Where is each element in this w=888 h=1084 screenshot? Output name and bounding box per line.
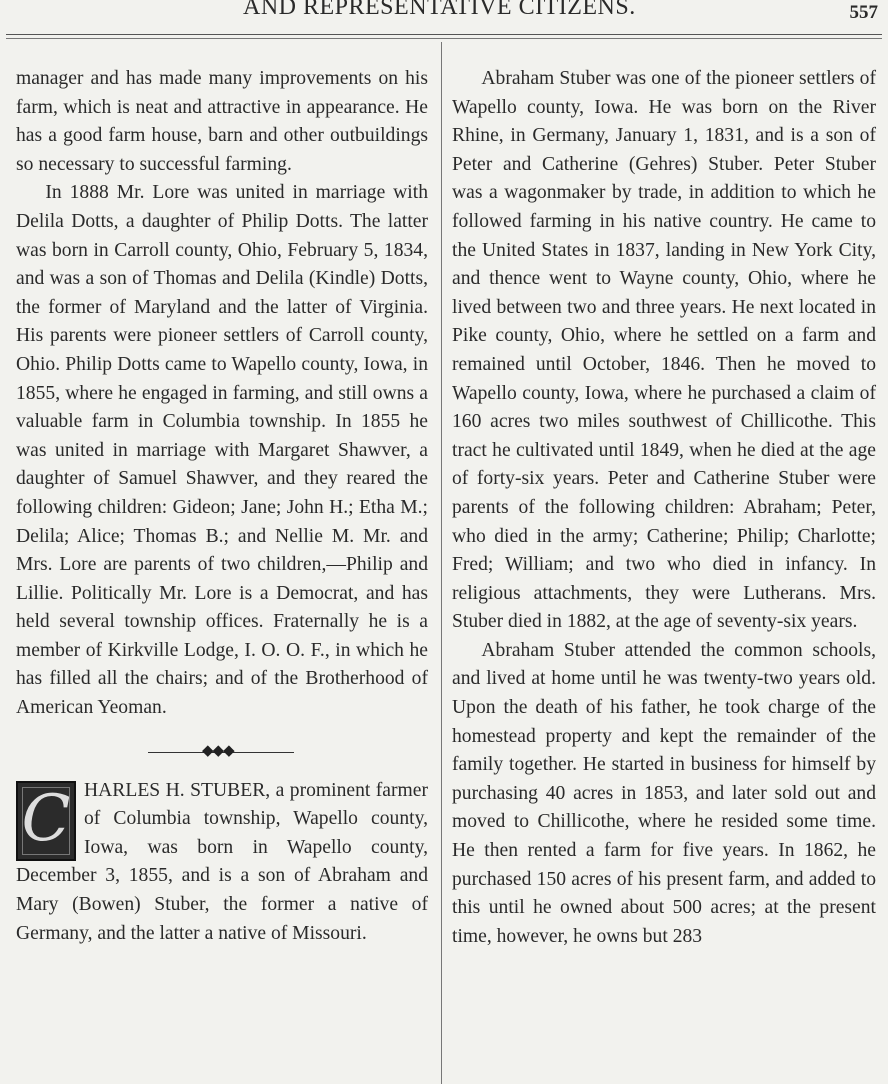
left-paragraph-2: In 1888 Mr. Lore was united in marriage with Delila Dotts, a daughter of Philip Dotts. The latter was born in Carroll county, Ohio, February 5, 1834, and was a son of Thomas and Delila (Kindle) Dotts, the former of Maryland and the latter of Virginia. His parents were pioneer settlers of Carroll county, Ohio. Philip Dotts came to Wapello county, Iowa, in 1855, where he engaged in farming, and still owns a valuable farm in Columbia township. In 1855 he was united in marriage with Margaret Shawver, a daughter of Samuel Shawver, and they reared the following children: Gideon; Jane; John H.; Etha M.; Delila; Alice; Thomas B.; and Nellie M. Mr. and Mrs. Lore are parents of two children,—Philip and Lillie. Politically Mr. Lore is a Democrat, and has held several township offices. Fraternally he is a member of Kirkville Lodge, I. O. O. F., in which he has filled all the chairs; and of the Brotherhood of American Yeoman. [16, 182, 428, 719]
header-rule-secondary [6, 38, 882, 39]
left-paragraph-1: manager and has made many improvements on his farm, which is neat and attractive in appearance. He has a good farm house, barn and other outbuildings so necessary to successful farming. [16, 68, 428, 175]
right-paragraph-1: Abraham Stuber was one of the pioneer settlers of Wapello county, Iowa. He was born on the River Rhine, in Germany, January 1, 1831, and is a son of Peter and Catherine (Gehres) Stuber. Peter Stuber was a wagonmaker by trade, in addition to which he followed farming in his native country. He came to the United States in 1837, landing in New York City, and thence went to Wayne county, Ohio, where he lived between two and three years. He next located in Pike county, Ohio, where he settled on a farm and remained until October, 1846. Then he moved to Wapello county, Iowa, where he purchased a claim of 160 acres two miles southwest of Chillicothe. This tract he cultivated until 1849, when he died at the age of forty-six years. Peter and Catherine Stuber were parents of the following children: Abraham; Peter, who died in the army; Catherine; Philip; Charlotte; Fred; William; and two who died in infancy. In religious attachments, they were Lutherans. Mrs. Stuber died in 1882, at the age of seventy-six years. [452, 68, 876, 633]
dropcap-letter: C [21, 781, 71, 856]
biography-start [16, 777, 428, 949]
page-number: 557 [849, 2, 878, 23]
running-header [0, 0, 888, 30]
right-column [452, 65, 876, 951]
left-column [16, 65, 428, 948]
right-paragraph-2: Abraham Stuber attended the common schools, and lived at home until he was twenty-two years old. Upon the death of his father, he took charge of the homestead property and kept the remainder of the family together. He started in business for himself by purchasing 40 acres in 1853, and later sold out and moved to Chillicothe, where he resided some time. He then rented a farm for five years. In 1862, he purchased 150 acres of his present farm, and added to this until he owned about 500 acres; at the present time, however, he owns but 283 [452, 639, 876, 947]
column-divider [441, 42, 442, 1084]
header-title: AND REPRESENTATIVE CITIZENS. [243, 0, 636, 20]
ornament-diamonds: ◆◆◆ [202, 742, 234, 759]
decorative-initial [16, 781, 76, 861]
header-rule [6, 34, 882, 35]
left-paragraph-3: HARLES H. STUBER, a prominent farmer of Columbia township, Wapello county, Iowa, was born in Wapello county, December 3, 1855, and is a son of Abraham and Mary (Bowen) Stuber, the former a native of Germany, and the latter a native of Missouri. [16, 779, 428, 944]
section-ornament [16, 739, 428, 767]
